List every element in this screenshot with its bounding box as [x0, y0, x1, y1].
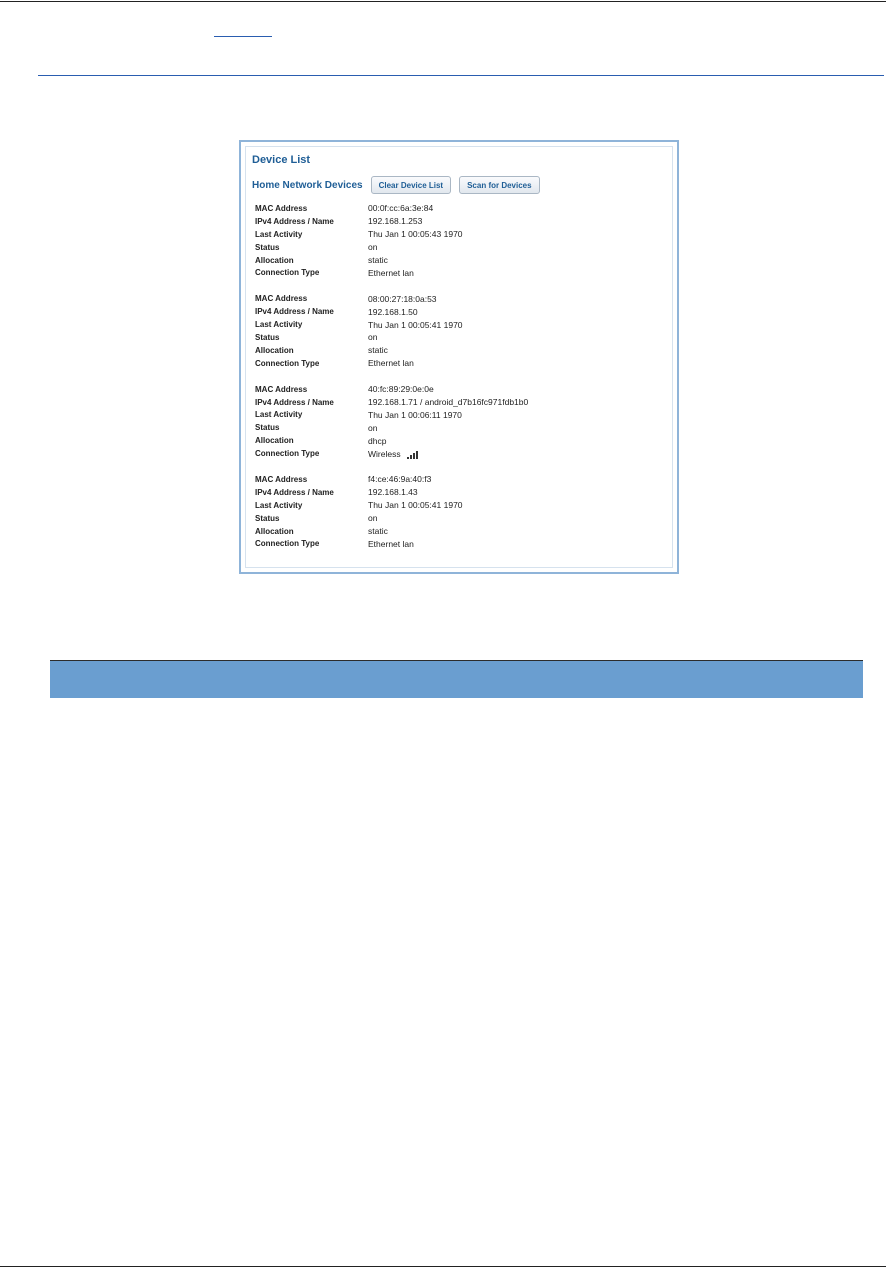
clear-device-list-button[interactable]: Clear Device List: [371, 176, 451, 194]
top-rule: [0, 1, 886, 2]
status-label: Status: [255, 332, 280, 342]
allocation-value: dhcp: [368, 435, 387, 446]
allocation-label: Allocation: [255, 436, 294, 446]
device-entry: [255, 292, 665, 369]
wifi-signal-icon: [407, 450, 419, 459]
device-entry: [255, 473, 665, 550]
ip-label: IPv4 Address / Name: [255, 397, 334, 407]
allocation-value: static: [368, 526, 388, 537]
status-row: [255, 512, 665, 525]
ip-value: 192.168.1.43: [368, 487, 418, 498]
allocation-row: [255, 525, 665, 538]
mac-value: f4:ce:46:9a:40:f3: [368, 474, 432, 485]
connection-label: Connection Type: [255, 358, 320, 368]
header-rule: [38, 75, 884, 76]
allocation-label: Allocation: [255, 345, 294, 355]
mac-row: [255, 202, 665, 215]
status-value: on: [368, 242, 378, 253]
connection-label: Connection Type: [255, 268, 320, 278]
connection-value: Ethernet lan: [368, 267, 414, 278]
activity-value: Thu Jan 1 00:05:41 1970: [368, 319, 463, 330]
mac-label: MAC Address: [255, 474, 308, 484]
activity-row: [255, 408, 665, 421]
panel-title: Device List: [252, 154, 311, 166]
status-row: [255, 241, 665, 254]
activity-label: Last Activity: [255, 410, 303, 420]
activity-label: Last Activity: [255, 320, 303, 330]
device-list: [255, 202, 665, 563]
allocation-value: static: [368, 345, 388, 356]
scan-for-devices-button[interactable]: Scan for Devices: [459, 176, 539, 194]
ip-value: 192.168.1.253: [368, 216, 423, 227]
activity-label: Last Activity: [255, 229, 303, 239]
connection-label: Connection Type: [255, 449, 320, 459]
ip-row: [255, 305, 665, 318]
allocation-row: [255, 344, 665, 357]
mac-label: MAC Address: [255, 384, 308, 394]
status-value: on: [368, 422, 378, 433]
device-entry: [255, 383, 665, 460]
mac-value: 08:00:27:18:0a:53: [368, 293, 437, 304]
section-header: [252, 175, 548, 195]
connection-row: [255, 537, 665, 550]
ip-value: 192.168.1.71 / android_d7b16fc971fdb1b0: [368, 397, 529, 408]
allocation-label: Allocation: [255, 526, 294, 536]
activity-value: Thu Jan 1 00:05:43 1970: [368, 229, 463, 240]
device-entry: [255, 202, 665, 279]
status-value: on: [368, 332, 378, 343]
allocation-row: [255, 434, 665, 447]
status-value: on: [368, 513, 378, 524]
mac-label: MAC Address: [255, 203, 308, 213]
header-link[interactable]: [214, 24, 272, 37]
status-label: Status: [255, 423, 280, 433]
ip-label: IPv4 Address / Name: [255, 307, 334, 317]
activity-label: Last Activity: [255, 500, 303, 510]
activity-row: [255, 499, 665, 512]
connection-text: Wireless: [368, 448, 401, 459]
status-row: [255, 331, 665, 344]
status-label: Status: [255, 513, 280, 523]
activity-value: Thu Jan 1 00:06:11 1970: [368, 409, 462, 420]
mac-label: MAC Address: [255, 294, 308, 304]
connection-value: [368, 449, 419, 459]
bottom-rule: [0, 1266, 886, 1267]
ip-row: [255, 215, 665, 228]
connection-value: Ethernet lan: [368, 358, 414, 369]
activity-value: Thu Jan 1 00:05:41 1970: [368, 500, 463, 511]
mac-value: 40:fc:89:29:0e:0e: [368, 384, 434, 395]
allocation-label: Allocation: [255, 255, 294, 265]
ip-row: [255, 486, 665, 499]
status-row: [255, 421, 665, 434]
ip-row: [255, 396, 665, 409]
mac-value: 00:0f:cc:6a:3e:84: [368, 203, 434, 214]
mac-row: [255, 292, 665, 305]
connection-row: [255, 357, 665, 370]
mac-row: [255, 473, 665, 486]
connection-row: [255, 447, 665, 460]
allocation-value: static: [368, 255, 388, 265]
device-list-panel: [239, 140, 679, 574]
section-title: Home Network Devices: [252, 179, 363, 191]
activity-row: [255, 318, 665, 331]
activity-row: [255, 228, 665, 241]
connection-label: Connection Type: [255, 539, 320, 549]
status-label: Status: [255, 242, 280, 252]
ip-value: 192.168.1.50: [368, 306, 418, 317]
mac-row: [255, 383, 665, 396]
allocation-row: [255, 254, 665, 267]
connection-row: [255, 266, 665, 279]
ip-label: IPv4 Address / Name: [255, 216, 334, 226]
section-bar: [50, 660, 863, 698]
connection-value: Ethernet lan: [368, 538, 414, 549]
ip-label: IPv4 Address / Name: [255, 487, 334, 497]
